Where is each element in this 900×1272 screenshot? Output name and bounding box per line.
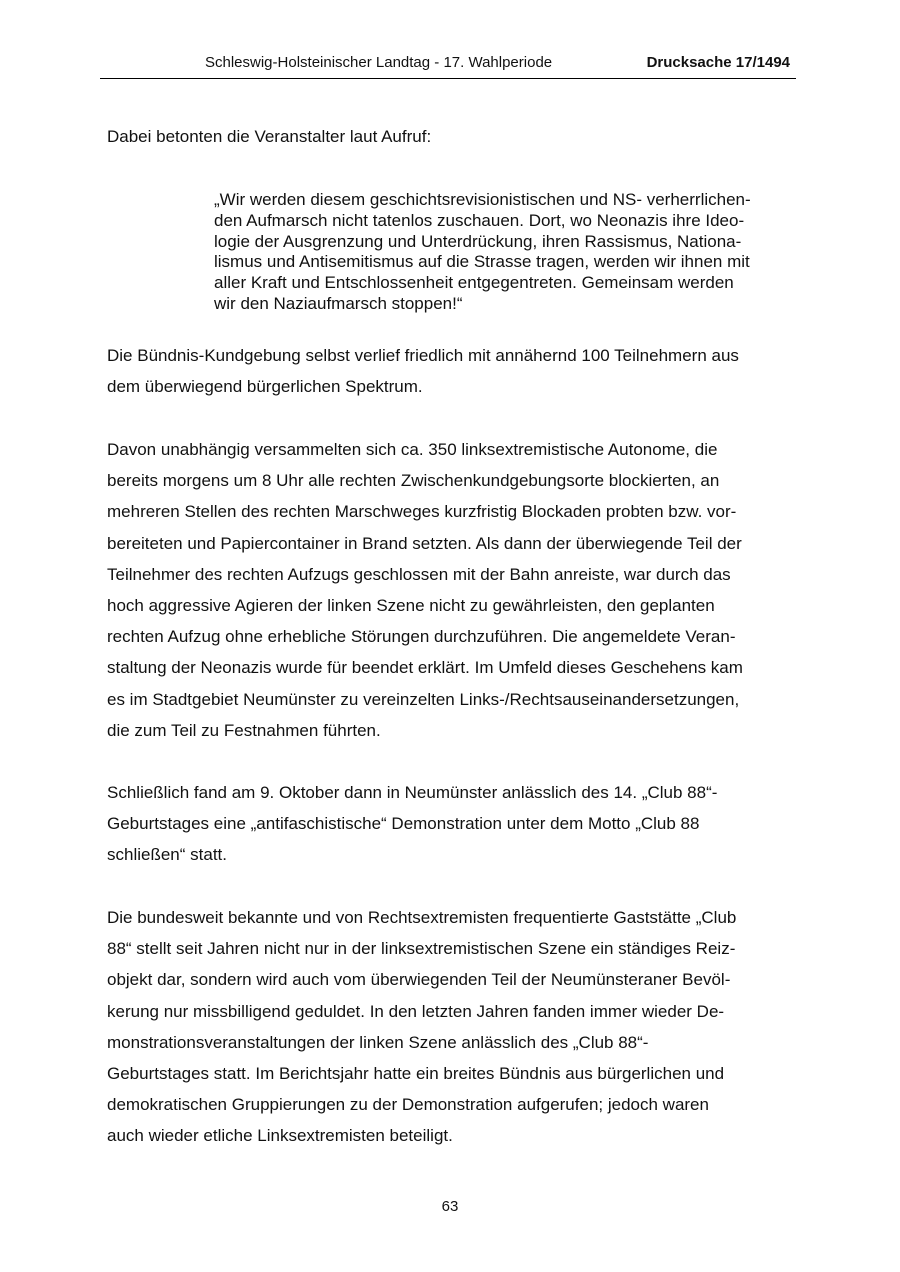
quote-line: logie der Ausgrenzung und Unterdrückung, ihren Rassismus, Nationa-	[214, 231, 742, 251]
paragraph-line: kerung nur missbilligend geduldet. In den letzten Jahren fanden immer wieder De-	[107, 1001, 725, 1021]
paragraph-line: Geburtstages statt. Im Berichtsjahr hatte ein breites Bündnis aus bürgerlichen und	[107, 1064, 725, 1084]
page-number: 63	[441, 1198, 459, 1215]
paragraph-kundgebung	[107, 340, 797, 402]
paragraph-line: dem überwiegend bürgerlichen Spektrum.	[107, 377, 423, 397]
paragraph-line: die zum Teil zu Festnahmen führten.	[107, 720, 381, 740]
quote-line: aller Kraft und Entschlossenheit entgegentreten. Gemeinsam werden	[214, 273, 734, 293]
paragraph-line: 88“ stellt seit Jahren nicht nur in der linksextremistischen Szene ein ständiges Reiz-	[107, 939, 736, 959]
page-header	[100, 52, 796, 79]
paragraph-line: mehreren Stellen des rechten Marschweges kurzfristig Blockaden probten bzw. vor-	[107, 502, 737, 522]
paragraph-line: bereiteten und Papiercontainer in Brand setzten. Als dann der überwiegende Teil der	[107, 533, 742, 553]
paragraph-line: demokratischen Gruppierungen zu der Demonstration aufgerufen; jedoch waren	[107, 1095, 709, 1115]
paragraph-line: monstrationsveranstaltungen der linken Szene anlässlich des „Club 88“-	[107, 1032, 649, 1052]
paragraph-line: es im Stadtgebiet Neumünster zu vereinzelten Links-/Rechtsauseinandersetzungen,	[107, 689, 740, 709]
header-title: Schleswig-Holsteinischer Landtag - 17. Wahlperiode	[205, 54, 553, 71]
block-quote	[214, 190, 792, 315]
paragraph-line: Davon unabhängig versammelten sich ca. 350 linksextremistische Autonome, die	[107, 440, 718, 459]
paragraph-line: Teilnehmer des rechten Aufzugs geschlossen mit der Bahn anreiste, war durch das	[107, 564, 731, 584]
paragraph-line: bereits morgens um 8 Uhr alle rechten Zwischenkundgebungsorte blockierten, an	[107, 471, 720, 491]
paragraph-line: Die bundesweit bekannte und von Rechtsextremisten frequentierte Gaststätte „Club	[107, 908, 737, 927]
paragraph-line: Die Bündnis-Kundgebung selbst verlief friedlich mit annähernd 100 Teilnehmern aus	[107, 346, 739, 365]
paragraph-line: rechten Aufzug ohne erhebliche Störungen durchzuführen. Die angemeldete Veran-	[107, 627, 736, 647]
paragraph-club-88	[107, 902, 797, 1152]
paragraph-autonome	[107, 434, 797, 746]
intro-paragraph: Dabei betonten die Veranstalter laut Aufruf:	[107, 127, 432, 146]
quote-line: lismus und Antisemitismus auf die Strasse tragen, werden wir ihnen mit	[214, 252, 750, 272]
paragraph-line: hoch aggressive Agieren der linken Szene nicht zu gewährleisten, den geplanten	[107, 596, 715, 616]
paragraph-line: Schließlich fand am 9. Oktober dann in Neumünster anlässlich des 14. „Club 88“-	[107, 783, 718, 802]
paragraph-line: schließen“ statt.	[107, 845, 227, 865]
quote-line: wir den Naziaufmarsch stoppen!“	[214, 293, 463, 313]
paragraph-line: staltung der Neonazis wurde für beendet erklärt. Im Umfeld dieses Geschehens kam	[107, 658, 743, 678]
paragraph-line: auch wieder etliche Linksextremisten beteiligt.	[107, 1126, 453, 1146]
paragraph-demonstration	[107, 777, 797, 871]
paragraph-line: Geburtstages eine „antifaschistische“ Demonstration unter dem Motto „Club 88	[107, 814, 700, 834]
quote-line: den Aufmarsch nicht tatenlos zuschauen. Dort, wo Neonazis ihre Ideo-	[214, 210, 745, 230]
paragraph-line: objekt dar, sondern wird auch vom überwiegenden Teil der Neumünsteraner Bevöl-	[107, 970, 731, 990]
quote-line: „Wir werden diesem geschichtsrevisionistischen und NS- verherrlichen-	[214, 190, 751, 209]
document-number: Drucksache 17/1494	[646, 54, 790, 71]
